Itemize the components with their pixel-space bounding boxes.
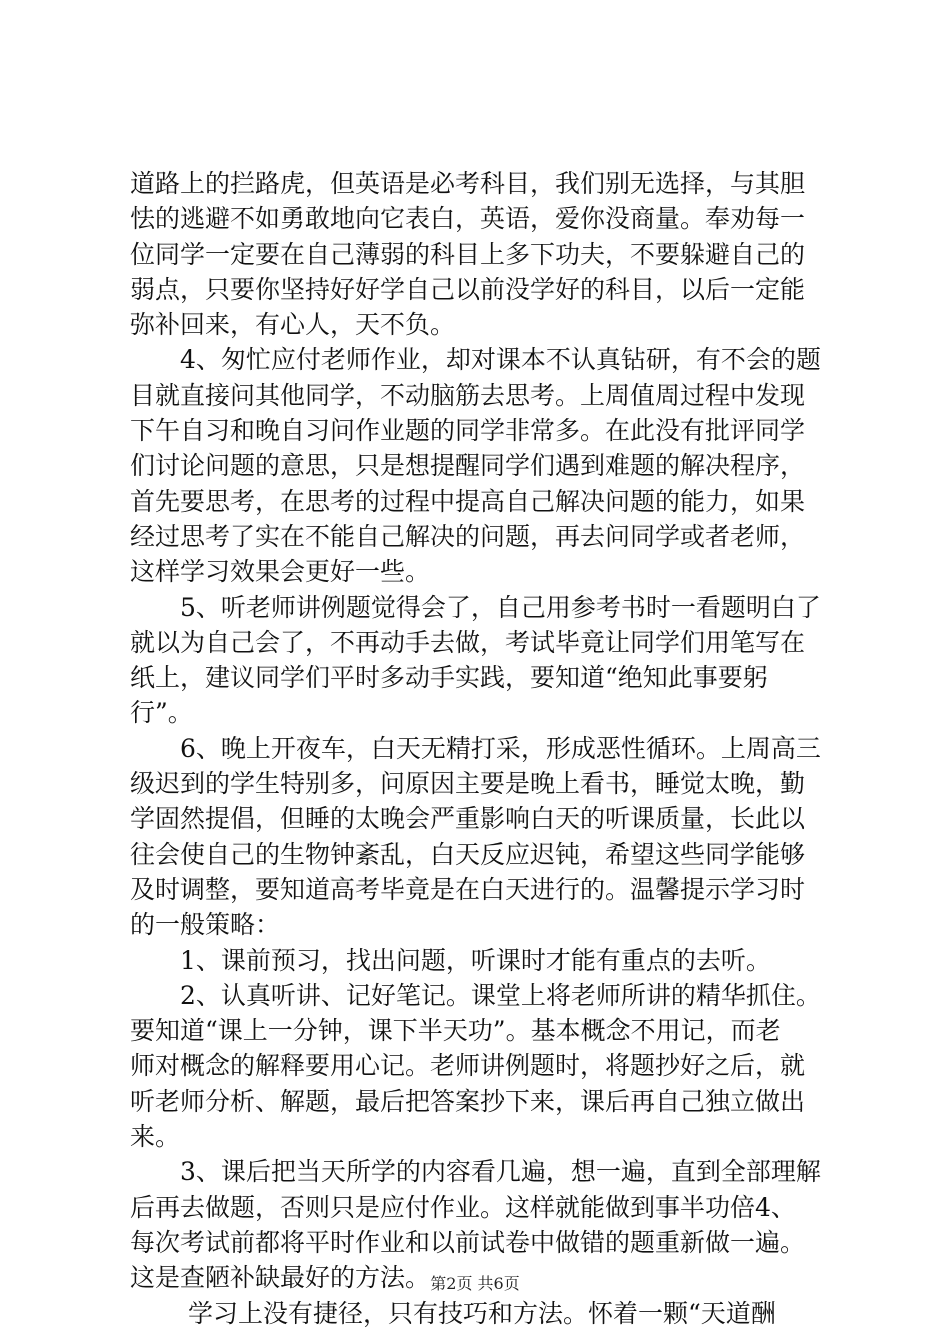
text-line: 往会使自己的生物钟紊乱，白天反应迟钝，希望这些同学能够	[130, 839, 806, 869]
text-line: 们讨论问题的意思，只是想提醒同学们遇到难题的解决程序，	[130, 451, 806, 481]
text-line: 就以为自己会了，不再动手去做，考试毕竟让同学们用笔写在	[130, 627, 806, 657]
text-line: 这样学习效果会更好一些。	[130, 557, 431, 587]
text-line: 3、课后把当天所学的内容看几遍，想一遍，直到全部理解	[130, 1157, 821, 1187]
page-number-footer: 第2页 共6页	[430, 1274, 520, 1293]
text-line: 这是查陋补缺最好的方法。	[130, 1263, 431, 1293]
text-line: 纸上，建议同学们平时多动手实践，要知道“绝知此事要躬	[130, 663, 768, 693]
text-line: 道路上的拦路虎，但英语是必考科目，我们别无选择，与其胆	[130, 169, 806, 198]
text-line: 1、课前预习，找出问题，听课时才能有重点的去听。	[130, 945, 771, 975]
text-line: 2、认真听讲、记好笔记。课堂上将老师所讲的精华抓住。	[130, 980, 821, 1010]
text-line: 弥补回来，有心人，天不负。	[130, 310, 456, 340]
text-line: 下午自习和晚自习问作业题的同学非常多。在此没有批评同学	[130, 416, 806, 446]
text-line: 要知道“课上一分钟，课下半天功”。基本概念不用记，而老	[130, 1016, 781, 1046]
text-line: 经过思考了实在不能自己解决的问题，再去问同学或者老师，	[130, 521, 806, 551]
text-line: 位同学一定要在自己薄弱的科目上多下功夫，不要躲避自己的	[130, 239, 806, 269]
text-line: 及时调整，要知道高考毕竟是在白天进行的。温馨提示学习时	[130, 874, 806, 904]
text-line: 弱点，只要你坚持好好学自己以前没学好的科目，以后一定能	[130, 274, 806, 304]
text-line: 每次考试前都将平时作业和以前试卷中做错的题重新做一遍。	[130, 1227, 806, 1257]
document-body	[130, 166, 832, 1331]
text-line: 师对概念的解释要用心记。老师讲例题时，将题抄好之后，就	[130, 1051, 806, 1081]
text-line: 的一般策略：	[130, 910, 281, 940]
text-line: 学习上没有捷径，只有技巧和方法。怀着一颗“天道酬	[130, 1298, 776, 1328]
text-line: 4、匆忙应付老师作业，却对课本不认真钻研，有不会的题	[130, 345, 821, 375]
text-line: 听老师分析、解题，最后把答案抄下来，课后再自己独立做出	[130, 1086, 806, 1116]
text-line: 首先要思考，在思考的过程中提高自己解决问题的能力，如果	[130, 486, 806, 516]
text-line: 怯的逃避不如勇敢地向它表白，英语，爱你没商量。奉劝每一	[130, 204, 806, 234]
text-line: 行”。	[130, 698, 193, 728]
text-line: 6、晚上开夜车，白天无精打采，形成恶性循环。上周高三	[130, 733, 821, 763]
text-line: 目就直接问其他同学，不动脑筋去思考。上周值周过程中发现	[130, 380, 806, 410]
text-line: 级迟到的学生特别多，问原因主要是晚上看书，睡觉太晚，勤	[130, 769, 806, 799]
text-line: 后再去做题，否则只是应付作业。这样就能做到事半功倍4、	[130, 1192, 796, 1222]
text-line: 学固然提倡，但睡的太晚会严重影响白天的听课质量，长此以	[130, 804, 806, 834]
text-line: 来。	[130, 1122, 181, 1152]
text-line: 5、听老师讲例题觉得会了，自己用参考书时一看题明白了	[130, 592, 821, 622]
